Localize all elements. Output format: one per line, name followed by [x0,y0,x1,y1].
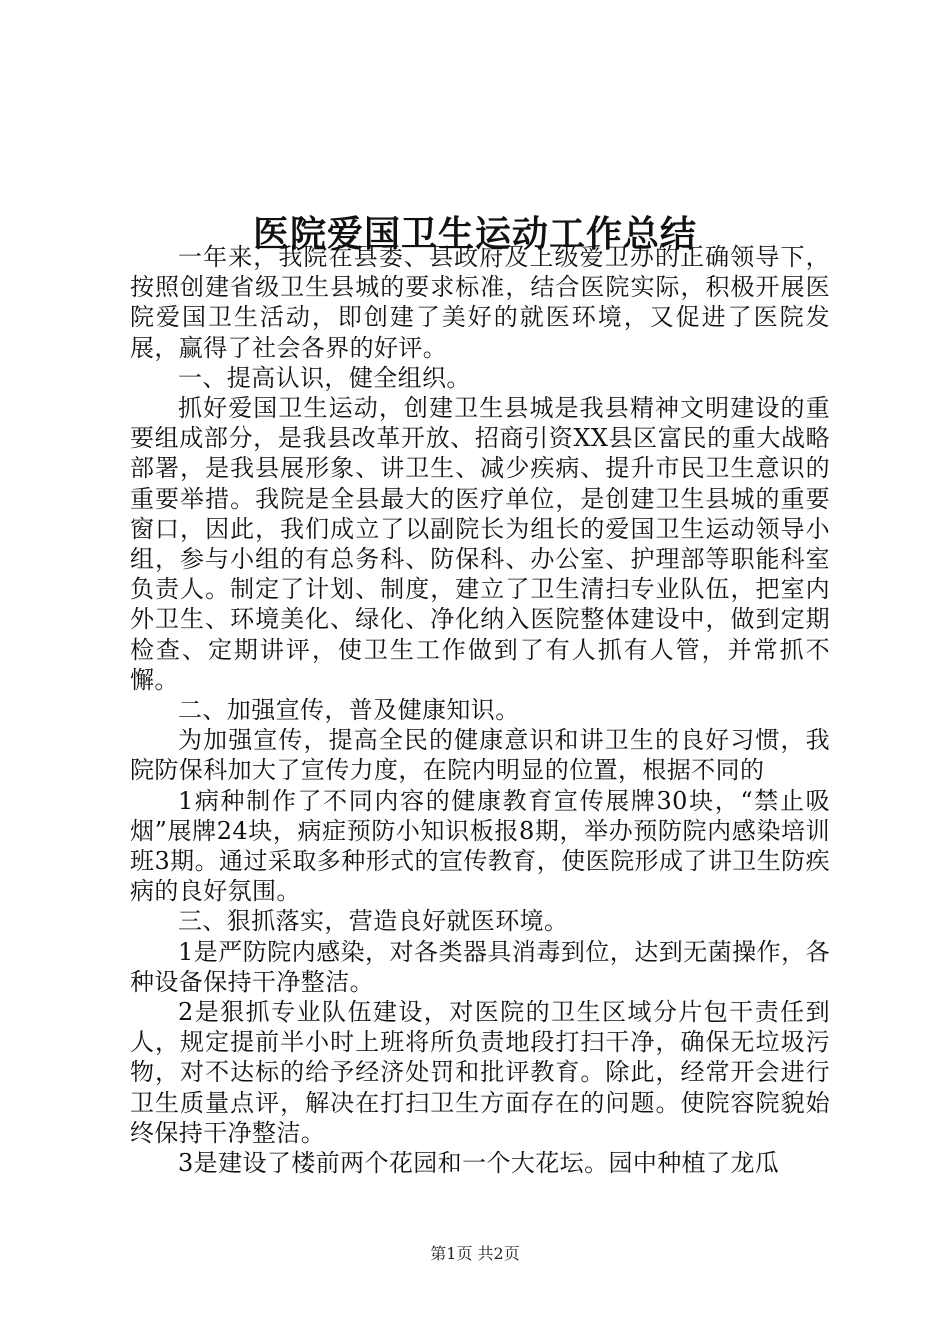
section-heading-2: 二、加强宣传，普及健康知识。 [178,696,520,725]
page-number-footer: 第1页 共2页 [430,1244,520,1263]
document-title: 医院爱国卫生运动工作总结 [252,213,697,256]
section-heading-1: 一、提高认识，健全组织。 [178,363,471,392]
paragraph-publicity-continued: 1病种制作了不同内容的健康教育宣传展牌30块，“禁止吸烟”展牌24块，病症预防小知识板报8期，举办预防院内感染培训班3期。通过采取多种形式的宣传教育，使医院形成了讲卫生防疾病的良好氛围。 [130,786,830,906]
paragraph-organization: 抓好爱国卫生运动，创建卫生县城是我县精神文明建设的重要组成部分，是我县改革开放、招商引资XX县区富民的重大战略部署，是我县展形象、讲卫生、减少疾病、提升市民卫生意识的重要举措。我院是全县最大的医疗单位，是创建卫生县城的重要窗口，因此，我们成立了以副院长为组长的爱国卫生运动领导小组，参与小组的有总务科、防保科、办公室、护理部等职能科室负责人。制定了计划、制度，建立了卫生清扫专业队伍，把室内外卫生、环境美化、绿化、净化纳入医院整体建设中，做到定期检查、定期讲评，使卫生工作做到了有人抓有人管，并常抓不懈。 [130,394,830,694]
paragraph-intro: 一年来，我院在县委、县政府及上级爱卫办的正确领导下，按照创建省级卫生县城的要求标准，结合医院实际，积极开展医院爱国卫生活动，即创建了美好的就医环境，又促进了医院发展，赢得了社会各界的好评。 [130,243,830,362]
document-body [130,242,830,1178]
section-heading-3: 三、狠抓落实，营造良好就医环境。 [178,907,569,936]
paragraph-team-building: 2是狠抓专业队伍建设，对医院的卫生区域分片包干责任到人，规定提前半小时上班将所负责地段打扫干净，确保无垃圾污物，对不达标的给予经济处罚和批评教育。除此，经常开会进行卫生质量点评，解决在打扫卫生方面存在的问题。使院容院貌始终保持干净整洁。 [130,998,830,1147]
paragraph-garden: 3是建设了楼前两个花园和一个大花坛。园中种植了龙瓜 [178,1149,780,1178]
paragraph-infection-control: 1是严防院内感染，对各类器具消毒到位，达到无菌操作，各种设备保持干净整洁。 [130,937,830,996]
paragraph-publicity: 为加强宣传，提高全民的健康意识和讲卫生的良好习惯，我院防保科加大了宣传力度，在院内明显的位置，根据不同的 [130,726,830,785]
